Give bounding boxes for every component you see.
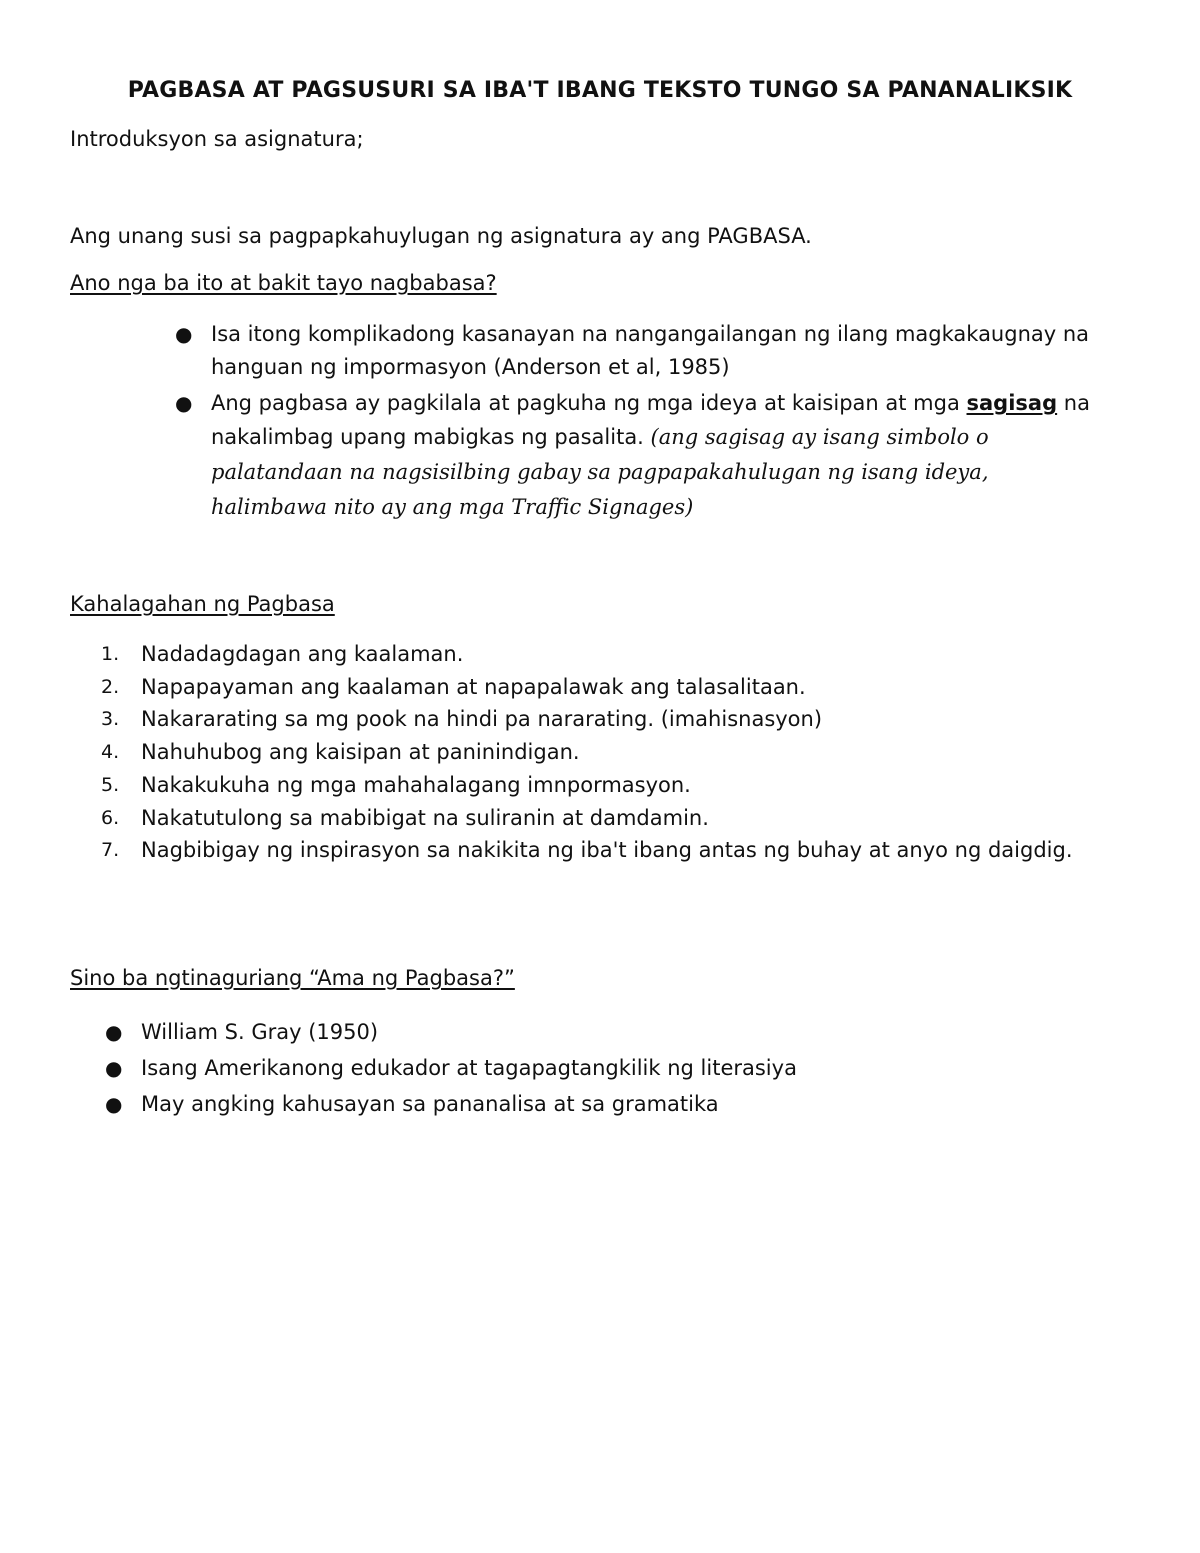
- list-item: [101, 638, 1101, 671]
- bullet-text: Isang Amerikanong edukador at tagapagtangkilik ng literasiya: [141, 1056, 797, 1080]
- list-number: 3.: [101, 708, 120, 731]
- list-item-text: Napapayaman ang kaalaman at napapalawak ang talasalitaan.: [141, 674, 806, 699]
- list-item: [105, 1014, 1041, 1050]
- list-number: 4.: [101, 741, 120, 764]
- list-number: 6.: [101, 806, 120, 829]
- section-heading-kahalagahan: Kahalagahan ng Pagbasa: [70, 592, 335, 616]
- list-item: [101, 834, 1101, 867]
- bullet-text: Ang pagbasa ay pagkilala at pagkuha ng mga ideya at kaisipan at mga: [211, 391, 960, 415]
- bullet-text: May angking kahusayan sa pananalisa at sa gramatika: [141, 1092, 719, 1116]
- list-number: 5.: [101, 773, 120, 796]
- list-item-text: Nakararating sa mg pook na hindi pa nararating. (imahisnasyon): [141, 707, 823, 732]
- list-item: [105, 1086, 1041, 1122]
- list-number: 1.: [101, 643, 120, 665]
- bullet-text: William S. Gray (1950): [141, 1020, 379, 1044]
- bullet-icon: ●: [175, 391, 193, 415]
- bullet-icon: ●: [105, 1020, 123, 1044]
- list-item-text: Nakatutulong sa mabibigat na suliranin at damdamin.: [141, 805, 709, 830]
- list-item: [101, 769, 1101, 802]
- list-item: [101, 736, 1101, 769]
- list-item: [105, 1050, 1041, 1086]
- document-title: PAGBASA AT PAGSUSURI SA IBA'T IBANG TEKSTO TUNGO SA PANANALIKSIK: [127, 78, 1073, 103]
- bullet-icon: ●: [105, 1056, 123, 1080]
- intro-sentence: Ang unang susi sa pagpapkahuylugan ng asignatura ay ang PAGBASA.: [70, 224, 812, 248]
- importance-numbered-list: [101, 638, 1101, 867]
- list-item-text: Nakakukuha ng mga mahahalagang imnpormasyon.: [141, 772, 691, 797]
- list-item: [101, 802, 1101, 835]
- section-heading-ama: Sino ba ngtinaguriang “Ama ng Pagbasa?”: [70, 966, 515, 990]
- list-item-text: Nahuhubog ang kaisipan at paninindigan.: [141, 740, 580, 765]
- section-heading-ano: Ano nga ba ito at bakit tayo nagbabasa?: [70, 271, 497, 295]
- ama-bullet-list: [105, 1014, 1041, 1122]
- list-item: [101, 703, 1101, 736]
- bullet-icon: ●: [105, 1092, 123, 1116]
- intro-label: Introduksyon sa asignatura;: [70, 127, 364, 151]
- list-item: [175, 318, 1111, 384]
- italic-note: (ang sagisag ay isang simbolo o palatandaan na nagsisilbing gabay sa pagpapakahulugan ng isang ideya, halimbawa nito ay ang mga Traffic Signages): [211, 425, 989, 519]
- keyword-sagisag: sagisag: [966, 391, 1058, 415]
- bullet-icon: ●: [175, 322, 193, 346]
- list-number: 2.: [101, 675, 120, 698]
- list-item-text: Nadadagdagan ang kaalaman.: [141, 642, 464, 666]
- list-item: [101, 671, 1101, 704]
- bullet-text: Isa itong komplikadong kasanayan na nangangailangan ng ilang magkakaugnay na hanguan ng impormasyon (Anderson et al, 1985): [211, 322, 1090, 379]
- definition-bullet-list: [175, 318, 1111, 528]
- bullet-text-continued: na nakalimbag upang mabigkas ng pasalita.: [211, 391, 1090, 449]
- list-number: 7.: [101, 839, 120, 862]
- list-item-text: Nagbibigay ng inspirasyon sa nakikita ng iba't ibang antas ng buhay at anyo ng daigdig.: [141, 838, 1073, 863]
- list-item: [175, 387, 1111, 525]
